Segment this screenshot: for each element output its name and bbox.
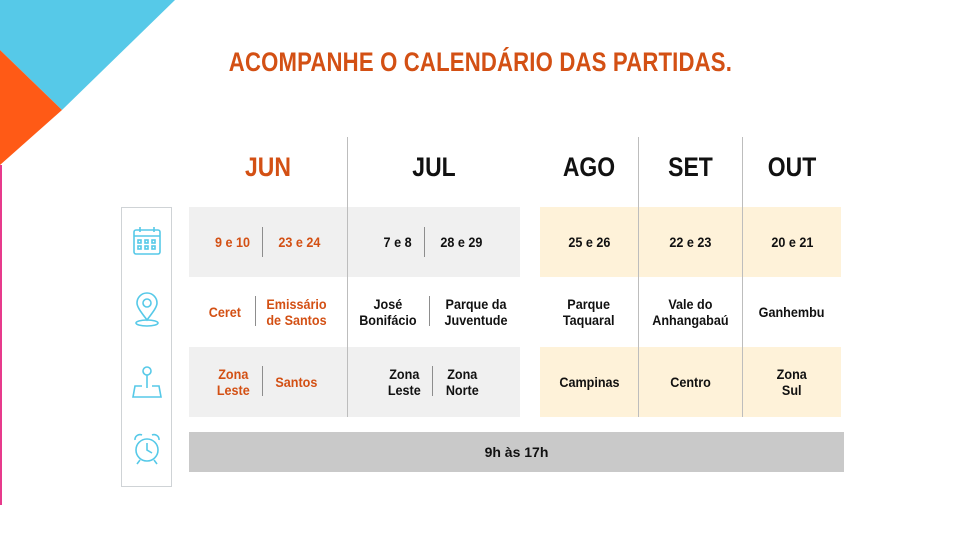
place-jul-1: José Bonifácio (359, 296, 417, 328)
date-set: 22 e 23 (669, 234, 712, 250)
hours-label: 9h às 17h (484, 444, 549, 460)
column-divider (347, 137, 348, 417)
page-title: ACOMPANHE O CALENDÁRIO DAS PARTIDAS. (228, 47, 733, 77)
corner-decoration (0, 0, 180, 200)
place-out: Ganhembu (759, 304, 825, 320)
month-ago: AGO (562, 152, 616, 182)
place-set: Vale do Anhangabaú (652, 296, 729, 328)
zone-jun-2: Santos (274, 374, 318, 390)
zone-jun-1: Zona Leste (216, 366, 250, 398)
cell-separator (255, 296, 256, 326)
date-jun-2: 23 e 24 (277, 234, 321, 250)
month-jun: JUN (245, 152, 291, 182)
zone-ago: Campinas (558, 374, 620, 390)
left-accent-line (0, 165, 2, 505)
place-jun-2: Emissário de Santos (265, 296, 327, 328)
place-jul-2: Parque da Juventude (444, 296, 508, 328)
icon-column (121, 207, 172, 487)
map-marker-icon (132, 364, 162, 400)
date-jul-2: 28 e 29 (439, 234, 483, 250)
place-ago: Parque Taquaral (563, 296, 615, 328)
zone-out: Zona Sul (776, 366, 808, 398)
zone-set: Centro (670, 374, 711, 390)
date-jul-1: 7 e 8 (383, 234, 413, 250)
alarm-clock-icon (132, 431, 162, 467)
cell-separator (262, 366, 263, 396)
month-jul: JUL (412, 152, 456, 182)
calendar-icon (132, 224, 162, 260)
date-out: 20 e 21 (770, 234, 814, 250)
cell-separator (432, 366, 433, 396)
month-out: OUT (767, 152, 817, 182)
date-ago: 25 e 26 (567, 234, 611, 250)
zone-jul-1: Zona Leste (387, 366, 421, 398)
location-pin-icon (132, 292, 162, 328)
hours-bar (189, 432, 844, 472)
zone-jul-2: Zona Norte (445, 366, 479, 398)
place-jun-1: Ceret (208, 304, 242, 320)
date-jun-1: 9 e 10 (214, 234, 250, 250)
cell-separator (429, 296, 430, 326)
month-set: SET (668, 152, 713, 182)
